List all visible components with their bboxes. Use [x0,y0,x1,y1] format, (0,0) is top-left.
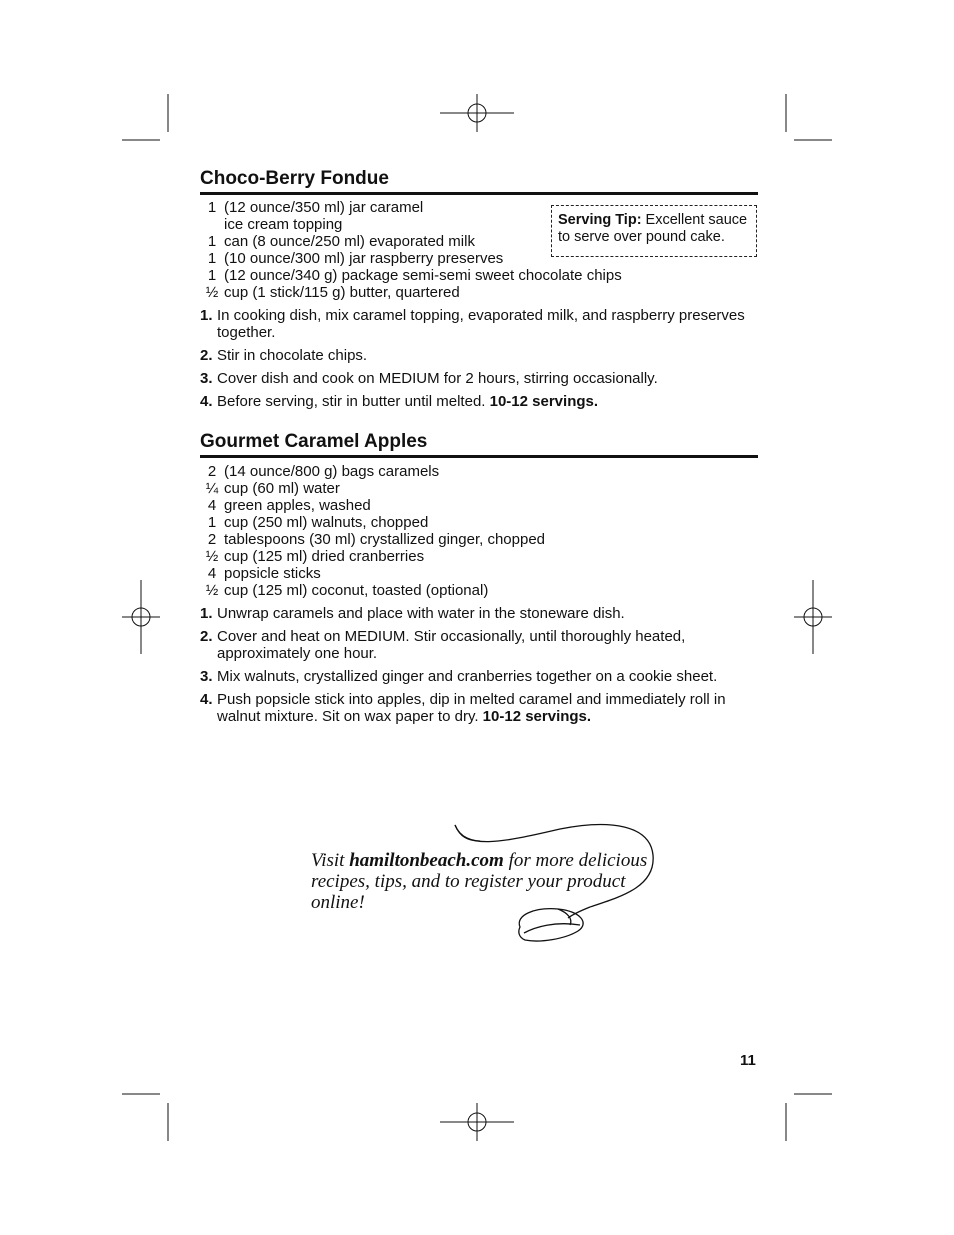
ingredient-item [200,548,758,565]
ingredient-text: cup (60 ml) water [224,480,340,497]
step-text: Before serving, stir in butter until melted. 10-12 servings. [217,393,599,410]
ingredient-text: cup (1 stick/115 g) butter, quartered [224,284,460,301]
step-text: Push popsicle stick into apples, dip in melted caramel and immediately roll in walnut mixture. Sit on wax paper to dry. 10-12 servings. [217,691,726,725]
serving-tip-text: Excellent sauce to serve over pound cake. [558,212,748,245]
ingredient-text: cup (125 ml) dried cranberries [224,548,425,565]
step-text: Stir in chocolate chips. [217,347,368,364]
step-text: Cover dish and cook on MEDIUM for 2 hours, stirring occasionally. [217,370,658,387]
registration-mark-icon [122,580,160,654]
ingredient-qty: 1 [207,199,217,216]
step-number: 3. [200,668,213,685]
serving-tip-label: Serving Tip: [558,212,642,228]
ingredient-qty: ½ [205,284,219,301]
step-item [200,628,758,662]
ingredient-qty: 4 [207,497,217,514]
step-number: 4. [200,393,213,410]
step-number: 3. [200,370,213,387]
step-number: 4. [200,691,213,708]
servings-yield: 10-12 servings. [482,708,592,725]
step-text: Unwrap caramels and place with water in the stoneware dish. [217,605,625,622]
ingredient-text: ice cream topping [224,216,343,233]
ingredient-item [200,463,758,480]
recipe-gourmet-caramel-apples [200,431,758,731]
ingredient-text: tablespoons (30 ml) crystallized ginger, chopped [224,531,546,548]
step-item [200,393,758,410]
step-item [200,668,758,685]
ingredient-qty: 1 [207,250,217,267]
ingredient-item [200,497,758,514]
ingredient-item [200,582,758,599]
ingredient-text: (12 ounce/350 ml) jar caramel [224,199,424,216]
ingredient-qty [200,216,224,233]
step-item [200,370,758,387]
ingredient-text: (12 ounce/340 g) package semi-semi sweet chocolate chips [224,267,622,284]
ingredient-text: popsicle sticks [224,565,321,582]
promo-website[interactable]: hamiltonbeach.com [349,850,504,871]
ingredient-text: cup (250 ml) walnuts, chopped [224,514,429,531]
recipe-title: Choco-Berry Fondue [200,168,758,195]
ingredient-qty: 2 [207,463,217,480]
ingredient-qty: ¼ [205,480,219,497]
step-text: Mix walnuts, crystallized ginger and cranberries together on a cookie sheet. [217,668,718,685]
recipe-title: Gourmet Caramel Apples [200,431,758,458]
ingredient-qty: 2 [207,531,217,548]
step-item [200,605,758,622]
ingredient-item [200,531,758,548]
ingredient-item [200,284,758,301]
ingredient-qty: 1 [207,267,217,284]
step-list [200,307,758,410]
step-number: 1. [200,605,213,622]
step-item [200,691,758,725]
ingredient-qty: 1 [207,514,217,531]
ingredient-list [200,463,758,599]
ingredient-qty: 4 [207,565,217,582]
ingredient-text: green apples, washed [224,497,371,514]
ingredient-item [200,565,758,582]
step-number: 2. [200,347,213,364]
serving-tip-box [551,205,757,257]
step-list [200,605,758,725]
ingredient-text: can (8 ounce/250 ml) evaporated milk [224,233,475,250]
promo-text: Visit hamiltonbeach.com for more delicious recipes, tips, and to register your product online! [311,850,648,913]
ingredient-item [200,480,758,497]
ingredient-qty: ½ [205,582,219,599]
ingredient-item [200,514,758,531]
ingredient-item [200,267,758,284]
registration-mark-icon [440,94,514,132]
registration-mark-icon [440,1103,514,1141]
page-number: 11 [740,1052,756,1069]
ingredient-text: (10 ounce/300 ml) jar raspberry preserves [224,250,504,267]
ingredient-qty: ½ [205,548,219,565]
ingredient-text: cup (125 ml) coconut, toasted (optional) [224,582,489,599]
servings-yield: 10-12 servings. [489,393,599,410]
step-number: 1. [200,307,213,324]
ingredient-text: (14 ounce/800 g) bags caramels [224,463,440,480]
step-text: In cooking dish, mix caramel topping, evaporated milk, and raspberry preserves together. [217,307,745,341]
ingredient-qty: 1 [207,233,217,250]
step-text: Cover and heat on MEDIUM. Stir occasionally, until thoroughly heated, approximately one hour. [217,628,686,662]
registration-mark-icon [794,580,832,654]
step-item [200,347,758,364]
step-item [200,307,758,341]
step-number: 2. [200,628,213,645]
